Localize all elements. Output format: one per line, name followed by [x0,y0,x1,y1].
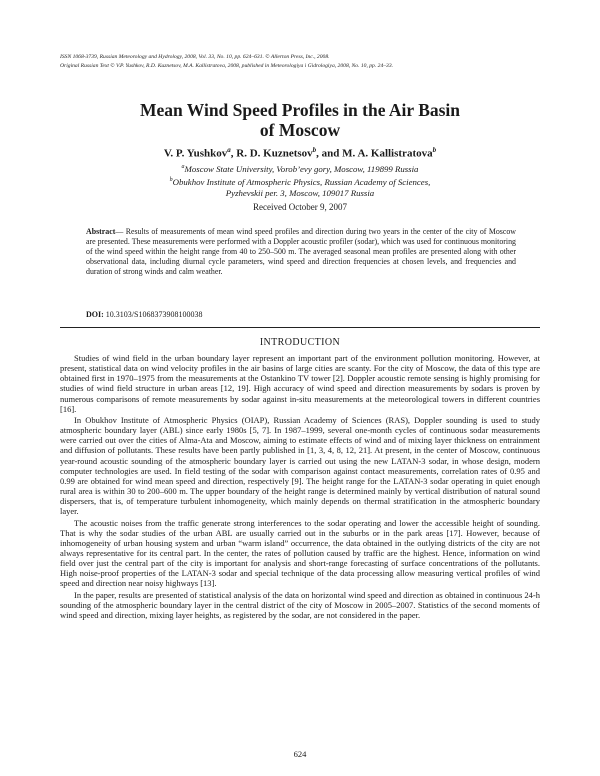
author-separator: , and [316,147,343,160]
paper-title-line-2: of Moscow [259,120,341,140]
author-affiliation-mark: b [312,146,317,154]
affiliation-b [60,175,540,199]
author-affiliation-mark: a [227,146,231,154]
body-paragraph: In Obukhov Institute of Atmospheric Physics (OIAP), Russian Academy of Sciences (RAS), Doppler sounding is used to study atmospheric boundary layer (ABL) since early 1980s [5, 7]. In 1987–1999, several one-month cycles of continuous sodar measurements were carried out over the cities of Alma-Ata and Moscow, aiming to estimate effects of wind and of mixing layer thickness on entrainment and diffusion of pollutants. These results have been partly published in [1, 3, 4, 8, 12, 21]. At present, in the center of Moscow, continuous year-round acoustic sounding of the atmospheric boundary layer is carried out using the new LATAN-3 sodar, in whose design, modern computer technologies are used. In field testing of the sodar with comparison against contact measurements, correlation rates of 0.95 and 0.99 are obtained for wind mean speed and direction, respectively [9]. The height range for the LATAN-3 sodar operating in quiet enough rural area is within 30 to 200–600 m. The upper boundary of the height range is determined mainly by vertical distribution of natural sound dispersers, that is, of temperature turbulent inhomogeneity, which mainly depends on thermal stratification in the atmospheric boundary layer. [60,414,540,517]
paper-title [60,100,540,140]
affiliation-text: Moscow State University, Vorob’evy gory, Moscow, 119899 Russia [184,163,419,174]
affiliation-mark: a [181,164,185,170]
affiliation-text-line-2: Pyzhevskii per. 3, Moscow, 109017 Russia [225,187,375,198]
author-name: M. A. Kallistratova [342,147,433,160]
doi-label: DOI: [86,310,104,319]
abstract-dash: — [115,227,126,236]
separator-rule [60,327,540,328]
affiliation-a [60,162,540,175]
page-number: 624 [293,749,307,759]
body-paragraph: In the paper, results are presented of statistical analysis of the data on horizontal wind speed and direction as obtained in continuous 24-h sounding of the atmospheric boundary layer in the central district of the city of Moscow in 2005–2007. Statistics of the second moments of wind speed and direction, mixing layer heights, as registered by the sodar, are not considered in the paper. [60,589,540,620]
author-separator: , [230,147,237,160]
affiliation-text: Obukhov Institute of Atmospheric Physics, Russian Academy of Sciences, [172,176,431,187]
abstract [86,227,516,277]
author-list [60,143,540,161]
journal-header-line-1: ISSN 1068-3739, Russian Meteorology and Hydrology, 2008, Vol. 33, No. 10, pp. 624–631. © Allerton Press, Inc., 2008. [60,54,330,60]
journal-header-line-2: Original Russian Text © V.P. Yushkov, R.D. Kuznetsov, M.A. Kallistratova, 2008, published in Meteorologiya i Gidrologiya, 2008, No. 10, pp. 24–33. [60,63,394,69]
affiliation-mark: b [169,177,173,183]
paper-title-line-1: Mean Wind Speed Profiles in the Air Basin [139,100,461,120]
section-heading: INTRODUCTION [259,337,341,348]
body-paragraph: Studies of wind field in the urban boundary layer represent an important part of the environment pollution monitoring. However, at present, statistical data on wind velocity profiles in the air basins of large cities are scanty. For the city of Moscow, the data of this type are obtained first in 1970–1975 from the measurements at the Ostankino TV tower [2]. Doppler acoustic remote sensing is highly promising for studies of wind field structure in urban areas [12, 19]. High accuracy of wind speed and direction measurements by sodars is proven by numerous comparisons of remote measurements by sodar against in-situ measurements at the meteorological towers in different countries [16]. [60,353,540,414]
abstract-label: Abstract [86,227,116,236]
body-paragraph: The acoustic noises from the traffic generate strong interferences to the sodar operating and lower the accessible height of sounding. That is why the sodar studies of the urban ABL are usually carried out in the suburbs or in the park areas [17]. However, because of inhomogeneity of urban housing system and urban “warm island” occurrence, the data obtained in the outlying districts of the city are not always representative for its central part. In the center, the rates of pollution caused by traffic are the highest. Hence, information on wind field over just the central part of the city is important for analysis and short-range forecasting of surface concentrations of the pollutants. High noise-proof properties of the LATAN-3 sodar and special technique of the data processing allow measuring vertical profiles of wind speed and direction near noisy highways [13]. [60,517,540,589]
author-affiliation-mark: b [432,146,437,154]
body-text [60,353,540,621]
author-name: V. P. Yushkov [163,147,228,160]
doi [86,310,202,320]
author-name: R. D. Kuznetsov [236,147,313,160]
received-date: Received October 9, 2007 [253,202,347,212]
abstract-text: Results of measurements of mean wind speed profiles and direction during two years in the center of the city of Moscow are presented. These measurements were performed with a Doppler acoustic profiler (sodar), which was used for continuous monitoring of the wind speed within the height range from 40 to 250–500 m. The averaged seasonal mean profiles are presented along with other observational data, including diurnal cycle parameters, wind speed and direction frequencies at chosen levels, and frequencies and duration of strong winds and calm weather. [86,227,516,276]
doi-value: 10.3103/S1068373908100038 [103,310,203,319]
